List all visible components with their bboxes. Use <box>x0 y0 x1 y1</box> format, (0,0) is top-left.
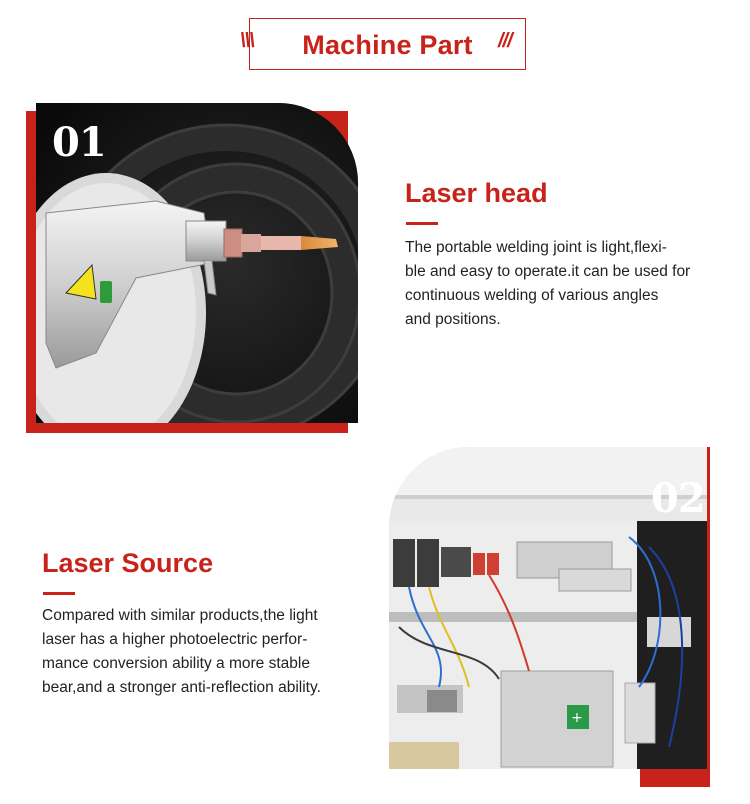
section-number-02: 02 <box>651 475 705 522</box>
page-header <box>0 0 750 80</box>
page-title: Machine Part <box>302 30 473 60</box>
svg-text:+: + <box>571 710 583 726</box>
decor-slashes-right: /// <box>498 30 512 52</box>
heading-underline-2 <box>43 592 75 595</box>
heading-underline-1 <box>406 222 438 225</box>
section-number-01: 01 <box>52 119 106 166</box>
laser-source-description <box>42 604 321 700</box>
description-line: mance conversion ability a more stable <box>42 655 310 672</box>
title-frame <box>249 18 526 70</box>
decor-slashes-left: \\\ <box>240 30 254 52</box>
description-line: continuous welding of various angles <box>405 287 659 304</box>
laser-source-heading: Laser Source <box>42 548 214 578</box>
description-line: Compared with similar products,the light <box>42 607 318 624</box>
laser-head-heading: Laser head <box>405 178 548 208</box>
description-line: and positions. <box>405 311 501 328</box>
laser-head-photo <box>36 103 358 423</box>
description-line: laser has a higher photoelectric perfor- <box>42 631 308 648</box>
description-line: The portable welding joint is light,flexi- <box>405 239 667 256</box>
laser-head-description <box>405 236 690 332</box>
laser-source-photo <box>389 447 707 769</box>
description-line: bear,and a stronger anti-reflection ability. <box>42 679 321 696</box>
description-line: ble and easy to operate.it can be used for <box>405 263 691 280</box>
